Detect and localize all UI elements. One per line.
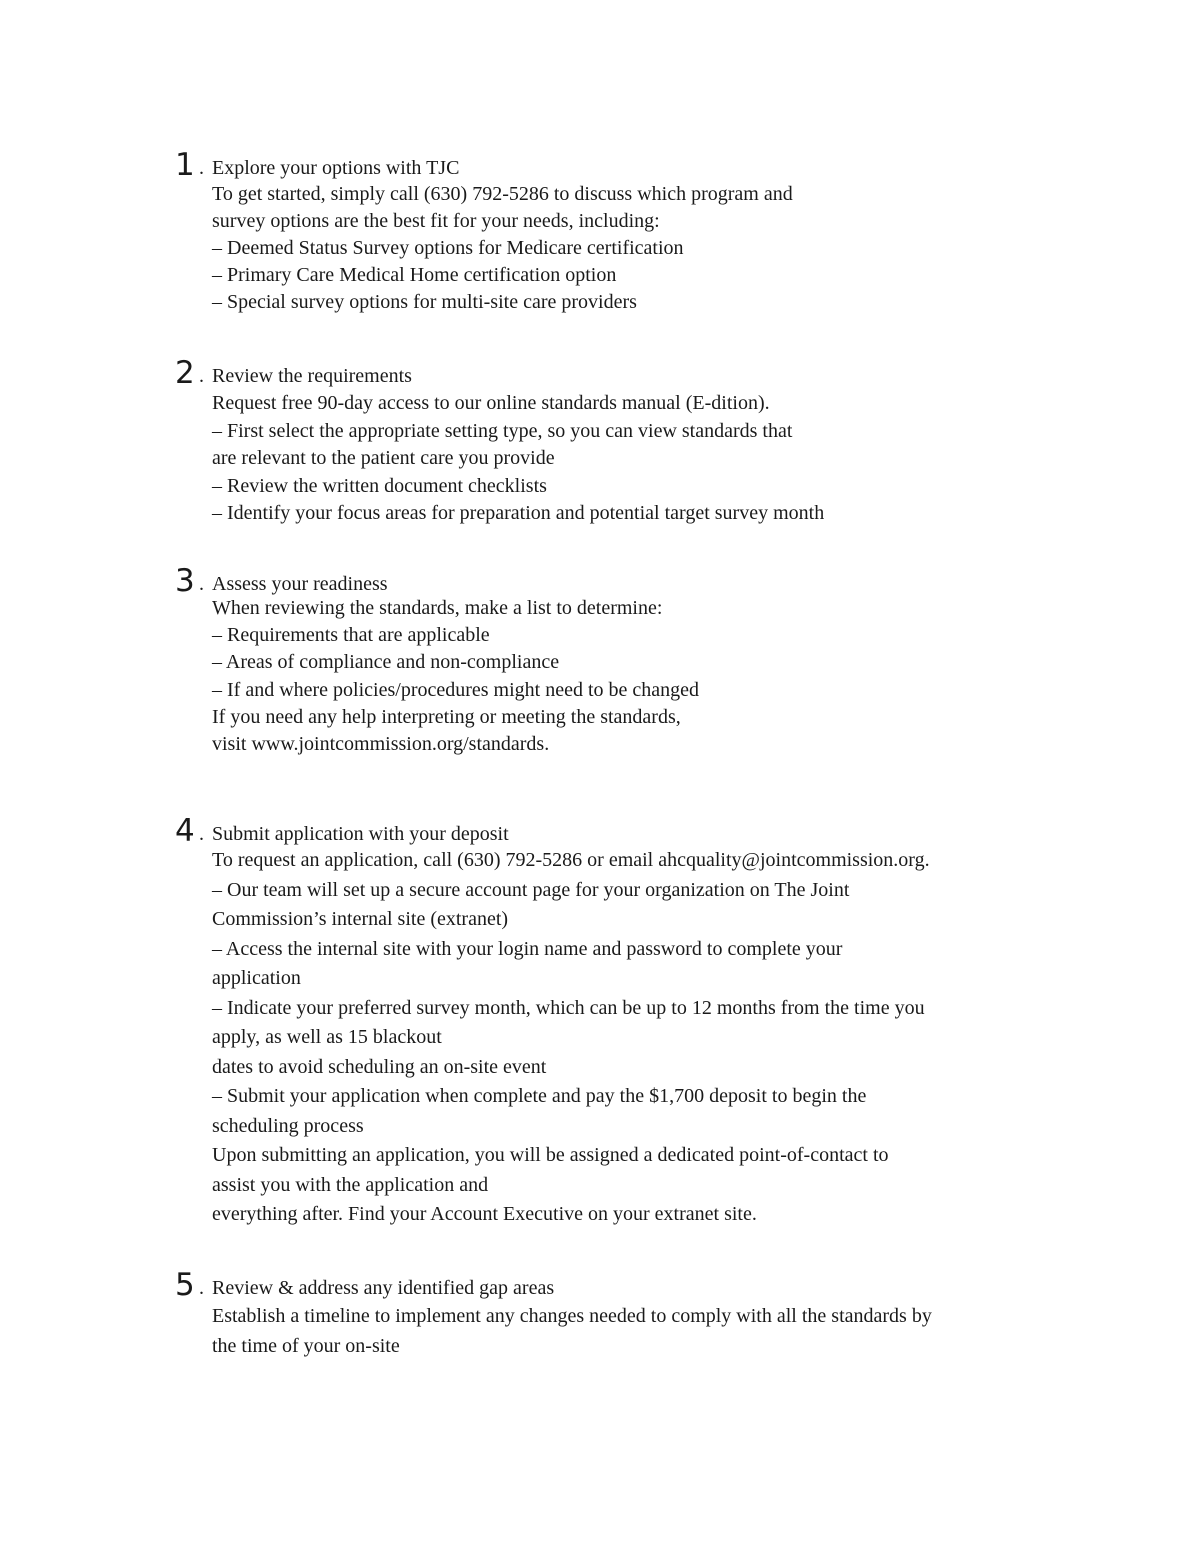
step-number: 5 [175,1267,195,1303]
body-line: Establish a timeline to implement any changes needed to comply with all the standards by [212,1305,932,1327]
body-line: Request free 90-day access to our online standards manual (E-dition). [212,392,770,414]
body-line: are relevant to the patient care you provide [212,447,555,469]
body-line: To get started, simply call (630) 792-5286 to discuss which program and [212,183,793,205]
body-line: Commission’s internal site (extranet) [212,908,509,930]
step-3 [175,563,1075,758]
step-body [212,595,1075,758]
step-title: Review the requirements [212,365,412,387]
step-body [212,1302,1075,1361]
bullet-line: – If and where policies/procedures might need to be changed [212,678,700,701]
step-body [212,181,1075,316]
step-heading: 5 . Review & address any identified gap areas [175,1267,555,1303]
step-number: 1 [175,147,195,183]
step-heading: 2 . Review the requirements [175,355,412,391]
step-body [212,846,1075,1230]
step-4 [175,813,1075,1230]
contact-line: To request an application, call (630) 792-5286 or email ahcquality@jointcommission.org. [212,849,930,871]
bullet-line: – First select the appropriate setting type, so you can view standards that [212,419,793,442]
body-line: dates to avoid scheduling an on-site event [212,1055,547,1078]
step-title: Explore your options with TJC [212,157,460,179]
step-title: Submit application with your deposit [212,823,509,845]
step-1 [175,147,1075,316]
bullet-line: – Indicate your preferred survey month, which can be up to 12 months from the time you [212,996,925,1019]
step-body [212,390,1075,528]
step-heading: 3 . Assess your readiness [175,563,388,599]
body-line: Upon submitting an application, you will be assigned a dedicated point-of-contact to [212,1144,889,1166]
body-line: survey options are the best fit for your needs, including: [212,210,660,232]
body-line: application [212,967,301,989]
body-line: assist you with the application and [212,1173,489,1196]
bullet-line: – Areas of compliance and non-compliance [212,651,560,674]
bullet-line: – Review the written document checklists [212,474,547,497]
body-line: When reviewing the standards, make a list to determine: [212,597,663,619]
body-line: everything after. Find your Account Executive on your extranet site. [212,1203,757,1225]
step-title: Review & address any identified gap areas [212,1277,555,1299]
step-number: 2 [175,355,195,391]
step-5 [175,1267,1075,1361]
body-line: the time of your on-site [212,1334,400,1357]
bullet-line: – Special survey options for multi-site care providers [212,291,637,313]
bullet-line: – Requirements that are applicable [212,624,490,647]
step-number: 3 [175,563,195,599]
bullet-line: – Access the internal site with your login name and password to complete your [212,937,843,960]
bullet-line: – Submit your application when complete and pay the $1,700 deposit to begin the [212,1085,867,1107]
step-heading: 4 . Submit application with your deposit [175,813,509,849]
body-line: If you need any help interpreting or meeting the standards, [212,705,681,728]
bullet-line: – Deemed Status Survey options for Medicare certification [212,237,684,259]
bullet-line: – Our team will set up a secure account page for your organization on The Joint [212,878,850,901]
body-line: scheduling process [212,1114,364,1137]
standards-link-line: visit www.jointcommission.org/standards. [212,733,550,756]
body-line: apply, as well as 15 blackout [212,1026,442,1048]
bullet-line: – Primary Care Medical Home certification option [212,264,617,286]
step-title: Assess your readiness [212,573,388,595]
step-number: 4 [175,813,195,849]
step-2 [175,355,1075,528]
step-heading: 1 . Explore your options with TJC [175,147,460,183]
bullet-line: – Identify your focus areas for preparation and potential target survey month [212,502,825,524]
